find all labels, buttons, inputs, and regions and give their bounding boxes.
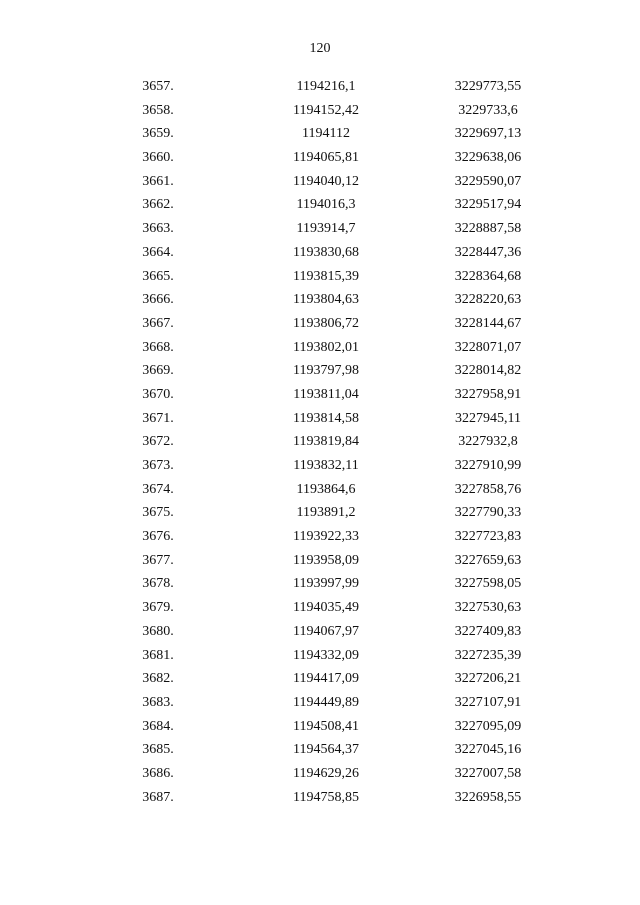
y-coordinate-cell: 3227910,99 — [454, 458, 522, 473]
point-number-cell: 3677. — [142, 552, 174, 568]
x-coordinate-cell: 1193830,68 — [293, 244, 359, 260]
table-row — [0, 667, 640, 691]
table-row — [0, 572, 640, 596]
y-coordinate-cell: 3227598,05 — [454, 576, 522, 592]
point-number-cell: 3673. — [142, 458, 174, 473]
table-row — [0, 407, 640, 431]
x-coordinate-cell: 1193832,11 — [293, 458, 359, 473]
y-coordinate-cell: 3227858,76 — [454, 481, 522, 497]
point-number-cell: 3675. — [142, 505, 174, 521]
table-row — [0, 122, 640, 146]
x-coordinate-cell: 1194332,09 — [293, 647, 359, 663]
table-row — [0, 383, 640, 407]
x-coordinate-cell: 1194564,37 — [293, 742, 359, 758]
table-row — [0, 715, 640, 739]
table-row — [0, 762, 640, 786]
table-row — [0, 738, 640, 762]
x-coordinate-cell: 1193811,04 — [293, 386, 359, 402]
y-coordinate-cell: 3229697,13 — [454, 126, 522, 142]
x-coordinate-cell: 1193804,63 — [293, 292, 359, 308]
table-row — [0, 146, 640, 170]
table-row — [0, 644, 640, 668]
x-coordinate-cell: 1193814,58 — [293, 410, 359, 426]
point-number-cell: 3659. — [142, 126, 174, 142]
table-row — [0, 786, 640, 810]
y-coordinate-cell: 3228220,63 — [454, 292, 522, 308]
y-coordinate-cell: 3227958,91 — [454, 386, 522, 402]
point-number-cell: 3664. — [142, 244, 174, 260]
y-coordinate-cell: 3228071,07 — [454, 339, 522, 355]
point-number-cell: 3678. — [142, 576, 174, 592]
y-coordinate-cell: 3229638,06 — [454, 150, 522, 166]
table-row — [0, 549, 640, 573]
x-coordinate-cell: 1194417,09 — [293, 671, 359, 687]
x-coordinate-cell: 1193802,01 — [293, 339, 359, 355]
table-row — [0, 75, 640, 99]
point-number-cell: 3687. — [142, 789, 174, 805]
x-coordinate-cell: 1194040,12 — [293, 173, 359, 189]
x-coordinate-cell: 1194152,42 — [293, 102, 359, 118]
point-number-cell: 3663. — [142, 221, 174, 237]
table-row — [0, 691, 640, 715]
point-number-cell: 3667. — [142, 315, 174, 331]
point-number-cell: 3670. — [142, 386, 174, 402]
point-number-cell: 3676. — [142, 529, 174, 545]
x-coordinate-cell: 1194629,26 — [293, 765, 359, 781]
y-coordinate-cell: 3229517,94 — [454, 197, 522, 213]
y-coordinate-cell: 3227206,21 — [454, 671, 522, 687]
point-number-cell: 3682. — [142, 671, 174, 687]
x-coordinate-cell: 1194035,49 — [293, 600, 359, 616]
table-row — [0, 359, 640, 383]
x-coordinate-cell: 1194216,1 — [296, 79, 356, 94]
table-row — [0, 501, 640, 525]
x-coordinate-cell: 1194508,41 — [293, 718, 359, 734]
x-coordinate-cell: 1193864,6 — [296, 481, 356, 497]
page-number: 120 — [309, 41, 331, 56]
y-coordinate-cell: 3227790,33 — [454, 505, 522, 521]
point-number-cell: 3683. — [142, 694, 174, 710]
point-number-cell: 3668. — [142, 339, 174, 355]
x-coordinate-cell: 1194112 — [302, 126, 350, 142]
point-number-cell: 3671. — [142, 410, 174, 426]
x-coordinate-cell: 1194449,89 — [293, 694, 359, 710]
y-coordinate-cell: 3228364,68 — [454, 268, 522, 284]
point-number-cell: 3681. — [142, 647, 174, 663]
table-row — [0, 193, 640, 217]
table-row — [0, 312, 640, 336]
x-coordinate-cell: 1193797,98 — [293, 363, 359, 379]
y-coordinate-cell: 3227723,83 — [454, 529, 522, 545]
x-coordinate-cell: 1193922,33 — [293, 529, 359, 545]
table-row — [0, 265, 640, 289]
point-number-cell: 3657. — [142, 79, 174, 94]
table-row — [0, 99, 640, 123]
x-coordinate-cell: 1193997,99 — [293, 576, 359, 592]
y-coordinate-cell: 3228887,58 — [454, 221, 522, 237]
point-number-cell: 3665. — [142, 268, 174, 284]
point-number-cell: 3686. — [142, 765, 174, 781]
table-row — [0, 525, 640, 549]
y-coordinate-cell: 3227045,16 — [454, 742, 522, 758]
point-number-cell: 3680. — [142, 623, 174, 639]
y-coordinate-cell: 3227409,83 — [454, 623, 522, 639]
point-number-cell: 3672. — [142, 434, 174, 450]
x-coordinate-cell: 1194016,3 — [296, 197, 356, 213]
y-coordinate-cell: 3227659,63 — [454, 552, 522, 568]
y-coordinate-cell: 3226958,55 — [454, 789, 522, 805]
y-coordinate-cell: 3229733,6 — [458, 102, 518, 118]
y-coordinate-cell: 3229590,07 — [454, 173, 522, 189]
x-coordinate-cell: 1193819,84 — [293, 434, 359, 450]
y-coordinate-cell: 3227007,58 — [454, 765, 522, 781]
x-coordinate-cell: 1193891,2 — [296, 505, 356, 521]
x-coordinate-cell: 1194758,85 — [293, 789, 359, 805]
point-number-cell: 3666. — [142, 292, 174, 308]
table-row — [0, 430, 640, 454]
point-number-cell: 3679. — [142, 600, 174, 616]
point-number-cell: 3674. — [142, 481, 174, 497]
table-row — [0, 454, 640, 478]
table-row — [0, 288, 640, 312]
y-coordinate-cell: 3227107,91 — [454, 694, 522, 710]
y-coordinate-cell: 3228144,67 — [454, 315, 522, 331]
table-row — [0, 620, 640, 644]
table-row — [0, 336, 640, 360]
x-coordinate-cell: 1193914,7 — [296, 221, 356, 237]
y-coordinate-cell: 3227235,39 — [454, 647, 522, 663]
point-number-cell: 3662. — [142, 197, 174, 213]
y-coordinate-cell: 3227945,11 — [455, 410, 521, 426]
y-coordinate-cell: 3228447,36 — [454, 244, 522, 260]
y-coordinate-cell: 3227530,63 — [454, 600, 522, 616]
point-number-cell: 3684. — [142, 718, 174, 734]
x-coordinate-cell: 1194067,97 — [293, 623, 359, 639]
table-row — [0, 241, 640, 265]
table-row — [0, 596, 640, 620]
x-coordinate-cell: 1193815,39 — [293, 268, 359, 284]
y-coordinate-cell: 3229773,55 — [454, 79, 522, 94]
x-coordinate-cell: 1193958,09 — [293, 552, 359, 568]
point-number-cell: 3658. — [142, 102, 174, 118]
y-coordinate-cell: 3228014,82 — [454, 363, 522, 379]
y-coordinate-cell: 3227095,09 — [454, 718, 522, 734]
x-coordinate-cell: 1194065,81 — [293, 150, 359, 166]
point-number-cell: 3661. — [142, 173, 174, 189]
coordinate-table — [0, 75, 640, 809]
y-coordinate-cell: 3227932,8 — [458, 434, 518, 450]
point-number-cell: 3685. — [142, 742, 174, 758]
x-coordinate-cell: 1193806,72 — [293, 315, 359, 331]
table-row — [0, 170, 640, 194]
table-row — [0, 478, 640, 502]
table-row — [0, 217, 640, 241]
point-number-cell: 3660. — [142, 150, 174, 166]
point-number-cell: 3669. — [142, 363, 174, 379]
